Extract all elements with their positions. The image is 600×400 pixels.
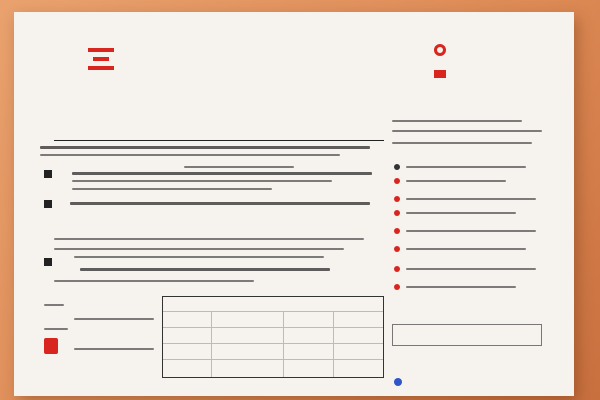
data-table (162, 296, 384, 378)
stamp-icon (434, 70, 446, 78)
table-caption (233, 299, 313, 310)
headline-divider (54, 140, 384, 141)
main-headline (54, 116, 384, 134)
poster-board (14, 12, 574, 396)
footer-seal-icon (44, 338, 58, 354)
brand-logo-icon (88, 48, 114, 70)
seal-icon (434, 44, 446, 56)
poster-title (126, 42, 416, 72)
poster-subtitle (54, 86, 384, 100)
footer-mark-icon (394, 378, 402, 386)
section-headline (88, 218, 368, 234)
info-box (392, 324, 542, 346)
